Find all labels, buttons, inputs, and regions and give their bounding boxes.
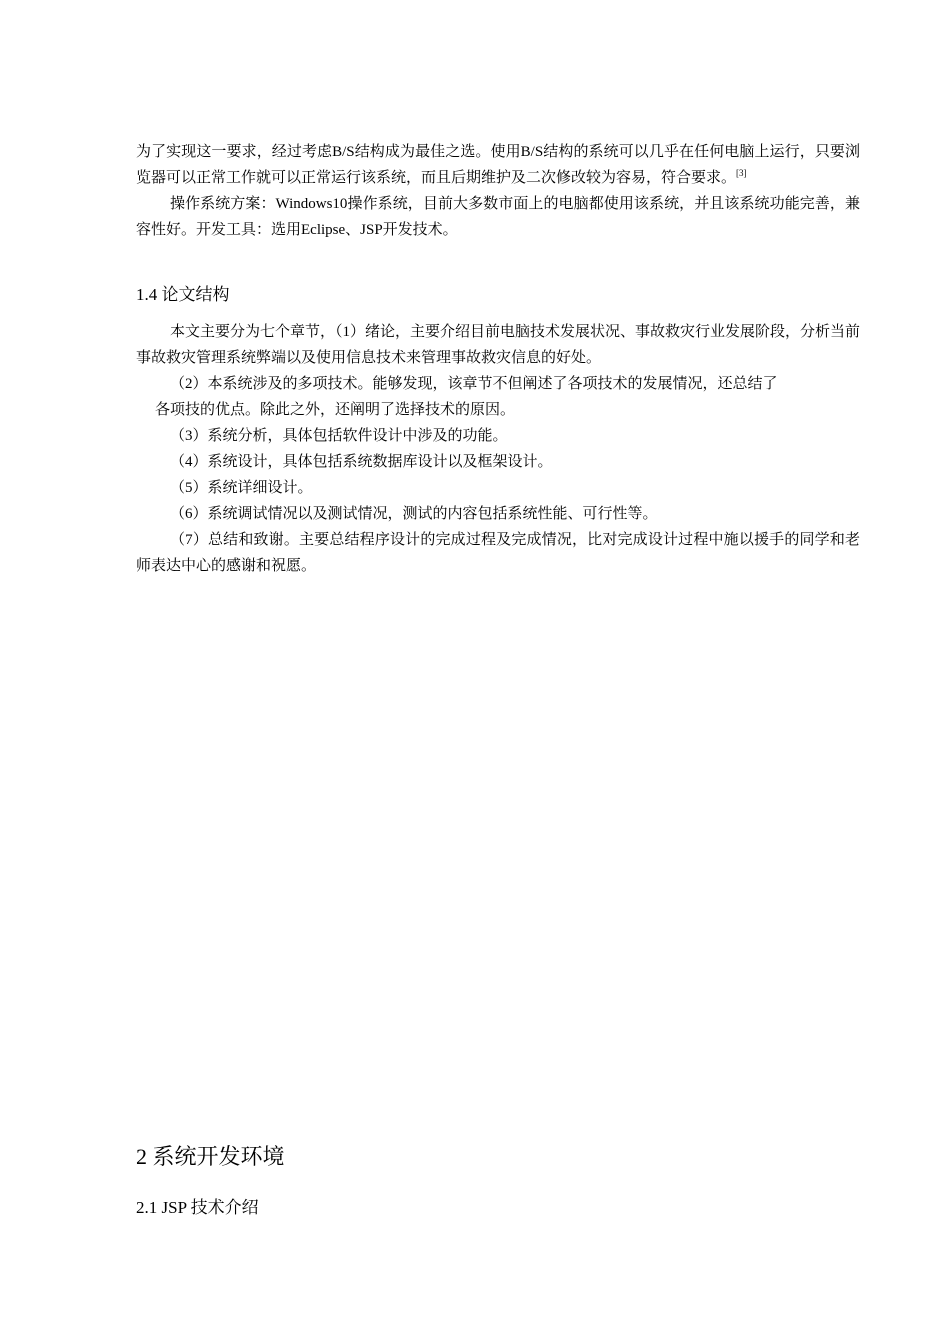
list-item: （2）本系统涉及的多项技术。能够发现，该章节不但阐述了各项技术的发展情况，还总结了	[170, 376, 778, 392]
list-item: （6）系统调试情况以及测试情况，测试的内容包括系统性能、可行性等。	[170, 506, 658, 522]
paragraph-os-tools: 操作系统方案：Windows10操作系统，目前大多数市面上的电脑都使用该系统，并且该系统功能完善，兼容性好。开发工具：选用Eclipse、JSP开发技术。	[136, 196, 860, 238]
list-item: （7）总结和致谢。主要总结程序设计的完成过程及完成情况，比对完成设计过程中施以援手的同学和老师表达中心的感谢和祝愿。	[136, 532, 860, 574]
list-item: 本文主要分为七个章节，（1）绪论，主要介绍目前电脑技术发展状况、事故救灾行业发展阶段，分析当前事故救灾管理系统弊端以及使用信息技术来管理事故救灾信息的好处。	[136, 324, 861, 366]
list-item: （4）系统设计，具体包括系统数据库设计以及框架设计。	[170, 454, 553, 470]
list-item: （3）系统分析，具体包括软件设计中涉及的功能。	[170, 428, 508, 444]
paragraph-bs-structure-text: 为了实现这一要求，经过考虑B/S结构成为最佳之选。使用B/S结构的系统可以几乎在任何电脑上运行，只要浏览器可以正常工作就可以正常运行该系统，而且后期维护及二次修改较为容易，符合要求。	[136, 144, 860, 186]
list-item: （5）系统详细设计。	[170, 480, 313, 496]
citation-reference: [3]	[736, 168, 747, 178]
section-heading-1-4: 1.4 论文结构	[136, 285, 230, 304]
section-heading-2-1: 2.1 JSP 技术介绍	[136, 1198, 259, 1217]
intro-paragraphs	[136, 139, 860, 243]
chapter-heading-2: 2 系统开发环境	[136, 1144, 285, 1169]
thesis-structure-list	[136, 319, 860, 579]
paragraph-bs-structure	[136, 139, 860, 191]
list-item-continuation: 各项技的优点。除此之外，还阐明了选择技术的原因。	[155, 402, 516, 418]
